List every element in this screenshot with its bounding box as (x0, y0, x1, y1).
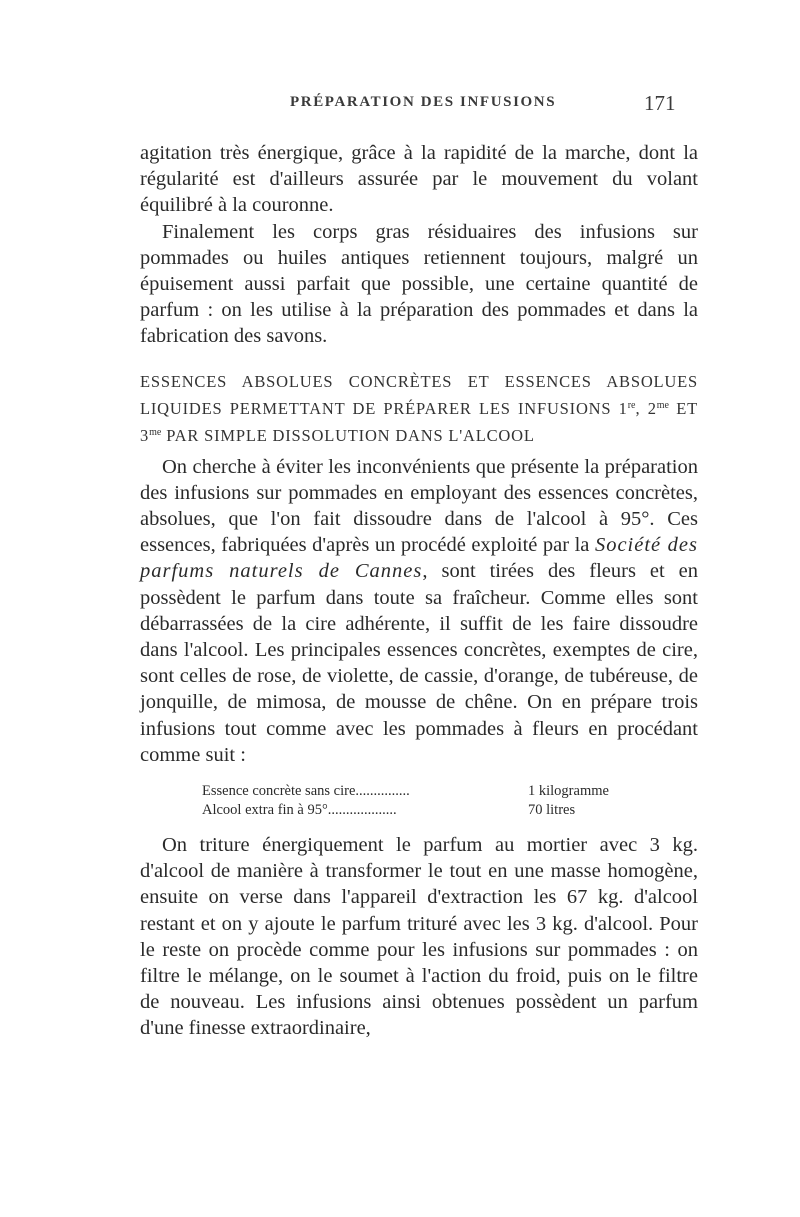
page-number: 171 (644, 91, 676, 115)
running-head-title: PRÉPARATION DES INFUSIONS (290, 94, 557, 110)
ordinal-suffix-1: re (627, 399, 636, 411)
recipe-quantity: 70 litres (528, 802, 576, 819)
paragraph-residues: Finalement les corps gras résiduaires des infusions sur pommades ou huiles antiques retiennent toujours, malgré un épuisement aussi parfait que possible, une certaine quantité de parfum : on les utilise à la préparation des pommades et dans la fabrication des savons. (140, 220, 698, 348)
section-heading-line1: ESSENCES ABSOLUES CONCRÈTES ET ESSENCES ABSOLUES LIQUIDES PERMETTANT DE PRÉPARER LES INFUSIONS 1 (140, 371, 698, 418)
paragraph-essences-part1: On cherche à éviter les inconvénients que présente la préparation des infusions sur pommades en employant des essences concrètes, absolues, que l'on fait dissoudre dans de l'alcool à 95°. Ces essences, fabriquées d'après un procédé exploité par la (140, 455, 698, 557)
ordinal-suffix-2: me (656, 399, 669, 411)
company-name: Société des parfums naturels de Cannes (140, 534, 699, 583)
recipe-table (202, 782, 698, 820)
recipe-quantity: 1 kilogramme (528, 783, 609, 800)
body-text (140, 140, 698, 1042)
recipe-ingredient: Essence concrète sans cire............... (202, 783, 410, 800)
section-heading-sep2: ET 3 (140, 398, 699, 445)
paragraph-essences-part2: , sont tirées des fleurs et en possèdent le parfum dans toute sa fraîcheur. Comme elles sont débarrassées de la cire adhérente, il suffit de les faire dissoudre dans l'alcool. Les principales essences concrètes, exemptes de cire, sont celles de rose, de violette, de cassie, d'orange, de tubéreuse, de jonquille, de mimosa, de mousse de chêne. On en prépare trois infusions tout comme avec les pommades à fleurs en procédant comme suit : (140, 560, 698, 766)
paragraph-essences (140, 454, 698, 768)
recipe-row (202, 801, 698, 820)
section-heading-sep1: , 2 (635, 398, 657, 418)
recipe-row (202, 782, 698, 801)
running-header (0, 92, 800, 116)
paragraph-trituration: On triture énergiquement le parfum au mortier avec 3 kg. d'alcool de manière à transformer le tout en une masse homogène, ensuite on verse dans l'appareil d'extraction les 67 kg. d'alcool restant et on y ajoute le parfum trituré avec les 3 kg. d'alcool. Pour le reste on procède comme pour les infusions sur pommades : on filtre le mélange, on le soumet à l'action du froid, puis on le filtre de nouveau. Les infusions ainsi obtenues possèdent un parfum d'une finesse extraordinaire, (140, 834, 698, 1040)
section-heading-line2: PAR SIMPLE DISSOLUTION DANS L'ALCOOL (161, 425, 535, 445)
recipe-ingredient: Alcool extra fin à 95°................... (202, 802, 397, 819)
ordinal-suffix-3: me (149, 426, 162, 438)
paragraph-continuation: agitation très énergique, grâce à la rapidité de la marche, dont la régularité est d'ailleurs assurée par le mouvement du volant équilibré à la couronne. (140, 142, 698, 217)
section-heading (140, 370, 698, 448)
